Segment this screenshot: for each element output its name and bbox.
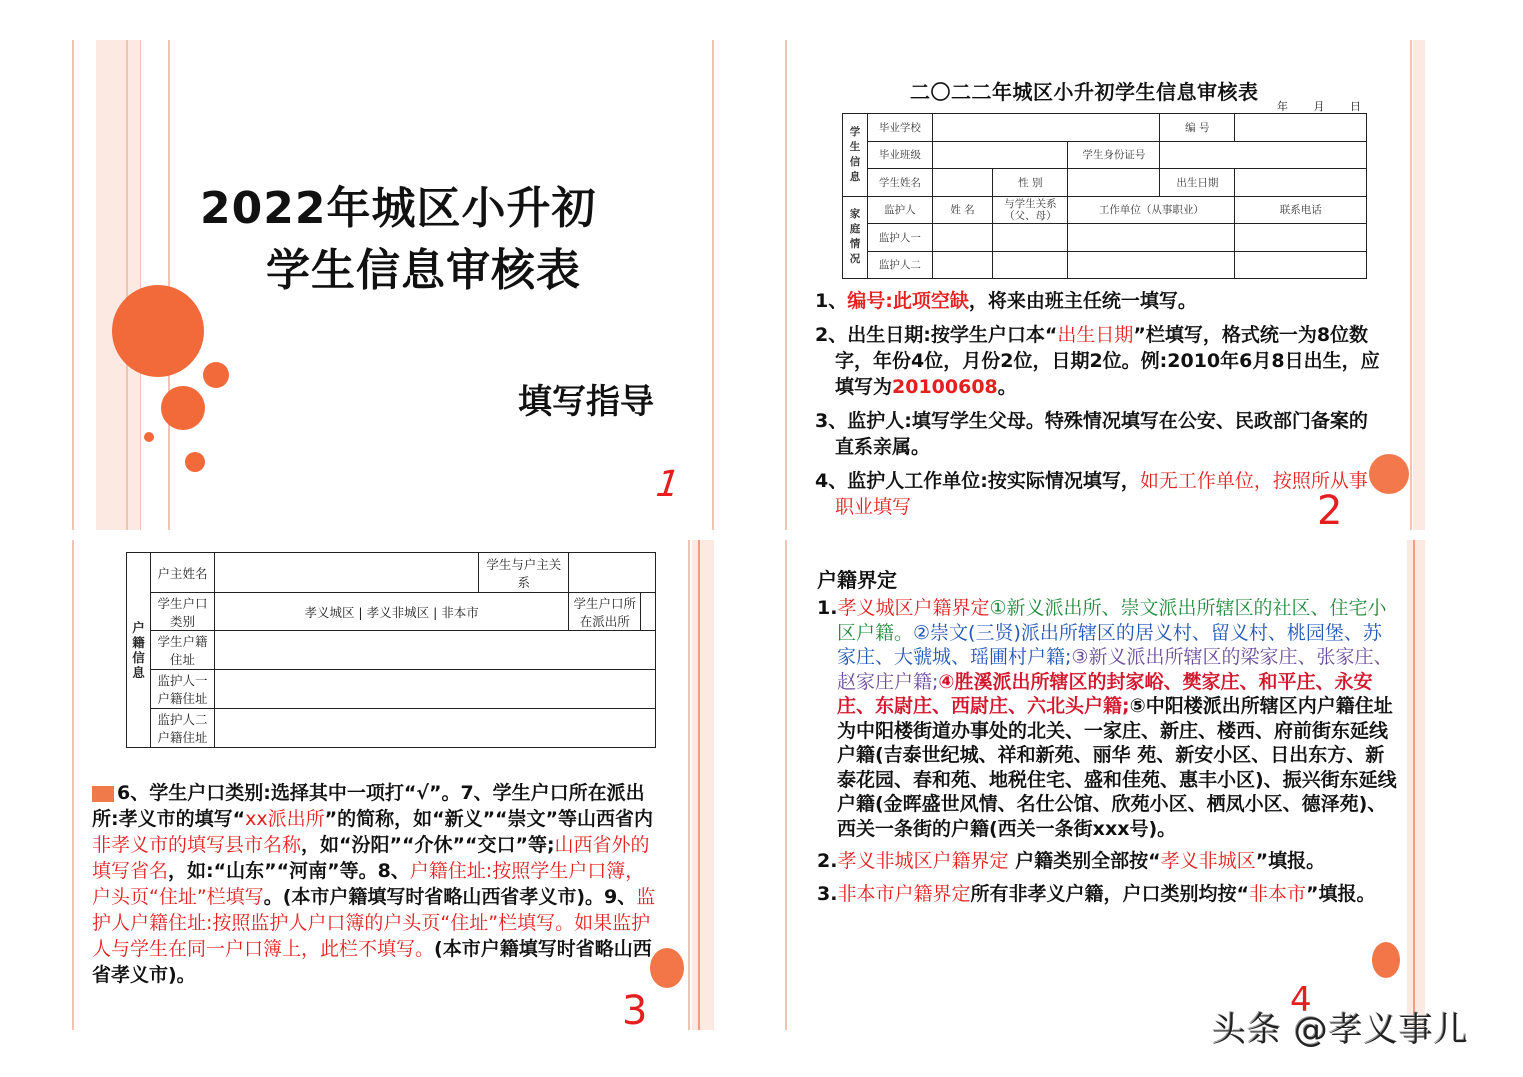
note-1 <box>815 288 1385 314</box>
field-guardian2-relation[interactable] <box>993 251 1068 279</box>
label-guardian2: 监护人二 <box>868 251 933 279</box>
handwritten-page-number: 4 <box>1290 980 1312 1020</box>
decor-circle <box>1372 942 1400 978</box>
item-text-black: ⑤中阳楼派出所辖区内户籍住址为中阳楼街道办事处的北关、一家庄、新庄、楼西、府前街东延线户籍(吉泰世纪城、祥和新苑、丽华 苑、新安小区、日出东方、新泰花园、春和苑、地税住宅、盛和佳苑、惠丰小区)、振兴街东延线户籍(金晖盛世风情、名仕公馆、欣苑小区、栖凤小区、德泽苑)、西关一条街的户籍(西关一条街xxx号)。 <box>837 695 1397 840</box>
note-number: 4、 <box>815 470 848 492</box>
note-2 <box>815 322 1385 400</box>
instruction-text: ，如:“山东”“河南”等。8、 <box>168 860 410 882</box>
item-title: 孝义城区户籍界定 <box>837 597 990 619</box>
decor-stripe <box>168 40 170 530</box>
item-number: 2. <box>817 850 838 872</box>
slide-form-guide-1 <box>785 40 1425 530</box>
field-guardian1-address[interactable] <box>215 670 656 709</box>
section-student-info: 学生信息 <box>843 114 868 197</box>
note-text: ”栏填写，格式统一为8位数字，年份4位，月份2位，日期2位。例:2010年6月8日出生，应填写为 <box>835 324 1380 398</box>
item-title: 孝义非城区户籍界定 <box>837 850 1009 872</box>
item-highlight: 非本市 <box>1248 882 1306 905</box>
section-heading: 户籍界定 <box>817 568 897 592</box>
label-relation-to-householder: 学生与户主关系 <box>479 553 569 593</box>
decor-circle <box>650 948 684 988</box>
field-guardian1-employer[interactable] <box>1068 224 1235 252</box>
hukou-instructions <box>92 780 657 988</box>
label-hukou-type: 学生户口类别 <box>151 593 215 631</box>
label-student-name: 学生姓名 <box>868 169 933 197</box>
section-hukou-info: 户籍信息 <box>127 553 151 748</box>
item-text-green: ①新义派出所、崇文派出所辖区的社区、住宅小区户籍。 <box>837 597 1387 644</box>
item-number: 1. <box>817 597 838 619</box>
field-student-address[interactable] <box>215 631 656 670</box>
instruction-highlight: xx派出所 <box>245 808 325 830</box>
decor-stripe <box>72 540 74 1030</box>
form-notes <box>815 288 1385 528</box>
item-number: 3. <box>817 882 838 905</box>
definition-item-2 <box>817 849 1397 874</box>
note-highlight: 如无工作单位，按照所从事职业填写 <box>835 470 1368 518</box>
note-highlight: 编号:此项空缺 <box>847 290 969 312</box>
decor-stripe <box>140 40 141 530</box>
label-student-id: 学生身份证号 <box>1068 141 1160 169</box>
field-guardian1-name[interactable] <box>932 224 993 252</box>
field-police-station[interactable] <box>641 593 656 631</box>
section-family: 家庭情况 <box>843 196 868 279</box>
field-guardian1-phone[interactable] <box>1235 224 1367 252</box>
field-student-id[interactable] <box>1160 141 1367 169</box>
definition-item-1 <box>817 596 1397 841</box>
decor-band <box>1407 540 1425 1030</box>
cover-title-line2: 学生信息审核表 <box>266 245 581 296</box>
decor-stripe <box>1410 40 1412 530</box>
field-guardian2-employer[interactable] <box>1068 251 1235 279</box>
label-birth-date: 出生日期 <box>1160 169 1235 197</box>
note-text: 。 <box>997 376 1017 398</box>
note-highlight: 出生日期 <box>1057 324 1134 346</box>
field-guardian2-phone[interactable] <box>1235 251 1367 279</box>
instruction-text: 。(本市户籍填写时省略山西省孝义市)。9、 <box>263 886 637 908</box>
note-text: 出生日期:按学生户口本“ <box>847 324 1058 346</box>
hukou-info-table <box>126 552 656 748</box>
note-number: 2、 <box>815 324 848 346</box>
decor-stripe <box>688 540 690 1030</box>
item-text-blue: ②崇文(三贤)派出所辖区的居义村、留义村、桃园堡、苏家庄、大虢城、瑶圃村户籍; <box>837 621 1382 668</box>
label-graduation-school: 毕业学校 <box>868 114 933 142</box>
label-name: 姓 名 <box>932 196 993 224</box>
field-gender[interactable] <box>1068 169 1160 197</box>
instruction-highlight: 户籍住址:按照学生户口簿，户头页“住址”栏填写 <box>92 860 645 908</box>
label-householder-name: 户主姓名 <box>151 553 215 593</box>
label-guardian1: 监护人一 <box>868 224 933 252</box>
decor-stripe <box>126 40 128 530</box>
decor-stripe <box>712 40 714 530</box>
hukou-definition-list <box>817 596 1397 914</box>
decor-circle <box>203 362 229 388</box>
note-text: ，将来由班主任统一填写。 <box>968 290 1197 312</box>
field-guardian2-name[interactable] <box>932 251 993 279</box>
item-text-red: ④胜溪派出所辖区的封家峪、樊家庄、和平庄、永安庄、东尉庄、西尉庄、六北头户籍; <box>837 670 1373 717</box>
note-highlight: 20100608 <box>892 376 998 398</box>
note-text: 监护人:填写学生父母。特殊情况填写在公安、民政部门备案的直系亲属。 <box>835 410 1368 458</box>
instruction-text: 6、学生户口类别:选择其中一项打“√”。7、学生户口所在派出所:孝义市的填写“ <box>92 782 645 830</box>
decor-stripe <box>72 40 74 530</box>
label-guardian2-address: 监护人二户籍住址 <box>151 709 215 748</box>
item-text-purple: ③新义派出所辖区的梁家庄、张家庄、赵家庄户籍; <box>837 646 1393 693</box>
field-guardian1-relation[interactable] <box>993 224 1068 252</box>
item-text: 所有非孝义户籍，户口类别均按“ <box>970 882 1249 905</box>
decor-band <box>1413 40 1425 530</box>
field-guardian2-address[interactable] <box>215 709 656 748</box>
instruction-text: (本市户籍填写时省略山西省孝义市)。 <box>92 938 652 986</box>
field-graduation-school[interactable] <box>932 114 1160 142</box>
decor-circle <box>185 452 205 472</box>
cover-title-line1: 2022年城区小升初 <box>200 183 597 234</box>
note-3 <box>815 408 1385 460</box>
note-text: 监护人工作单位:按实际情况填写， <box>847 470 1140 492</box>
cover-title <box>200 178 596 302</box>
label-graduation-class: 毕业班级 <box>868 141 933 169</box>
form-title: 二〇二二年城区小升初学生信息审核表 <box>910 80 1259 104</box>
instruction-highlight: 非孝义市的填写县市名称 <box>92 834 302 856</box>
field-student-name[interactable] <box>932 169 993 197</box>
decor-stripe <box>1413 540 1415 1030</box>
slide-hukou-definition <box>785 540 1425 1030</box>
decor-band <box>692 540 714 1030</box>
decor-stripe <box>698 540 700 1030</box>
decor-circle-large <box>112 285 204 377</box>
field-householder-name[interactable] <box>215 553 479 593</box>
decor-stripe <box>785 540 787 1030</box>
label-gender: 性 别 <box>993 169 1068 197</box>
label-student-address: 学生户籍住址 <box>151 631 215 670</box>
field-graduation-class[interactable] <box>932 141 1068 169</box>
item-highlight: 孝义非城区 <box>1160 850 1256 872</box>
slide-cover <box>40 40 725 530</box>
handwritten-page-number: 2 <box>1317 488 1343 530</box>
label-phone: 联系电话 <box>1235 196 1367 224</box>
instruction-highlight: 山西省外的填写省名 <box>92 834 650 882</box>
field-birth-date[interactable] <box>1235 169 1367 197</box>
slide-form-guide-2 <box>40 540 725 1030</box>
form-date: 年 月 日 <box>1277 100 1361 113</box>
student-info-table <box>842 113 1367 279</box>
label-guardian: 监护人 <box>868 196 933 224</box>
handwritten-page-number: 3 <box>622 988 648 1030</box>
decor-band <box>96 40 140 530</box>
watermark: 头条 @孝义事儿 <box>1212 1010 1469 1050</box>
label-police-station: 学生户口所在派出所 <box>569 593 641 631</box>
handwritten-page-number: 1 <box>649 464 686 505</box>
field-relation-to-householder[interactable] <box>569 553 656 593</box>
note-number: 1、 <box>815 290 848 312</box>
definition-item-3 <box>817 882 1397 907</box>
item-title: 非本市户籍界定 <box>837 882 971 905</box>
decor-circle <box>161 386 205 430</box>
decor-stripe <box>785 40 787 530</box>
decor-circle <box>1369 454 1409 494</box>
field-hukou-type-options[interactable]: 孝义城区 | 孝义非城区 | 非本市 <box>215 593 569 631</box>
note-number: 3、 <box>815 410 848 432</box>
label-employer: 工作单位（从事职业） <box>1068 196 1235 224</box>
instruction-highlight: 监护人户籍住址:按照监护人户口簿的户头页“住址”栏填写。如果监护人与学生在同一户口簿上，此栏不填写。 <box>92 886 656 960</box>
field-serial-no[interactable] <box>1235 114 1367 142</box>
label-relation: 与学生关系（父、母） <box>993 196 1068 224</box>
instruction-text: ”的简称，如“新义”“崇文”等山西省内 <box>324 808 654 830</box>
decor-circle-small <box>144 432 154 442</box>
item-text: 户籍类别全部按“ <box>1008 850 1161 872</box>
note-4 <box>815 468 1385 520</box>
instruction-text: ，如“汾阳”“介休”“交口”等; <box>301 834 555 856</box>
cover-subtitle: 填写指导 <box>518 382 654 422</box>
item-text: ”填报。 <box>1255 850 1326 872</box>
label-serial-no: 编 号 <box>1160 114 1235 142</box>
bullet-square-icon <box>92 786 114 802</box>
item-text: ”填报。 <box>1305 882 1376 905</box>
label-guardian1-address: 监护人一户籍住址 <box>151 670 215 709</box>
